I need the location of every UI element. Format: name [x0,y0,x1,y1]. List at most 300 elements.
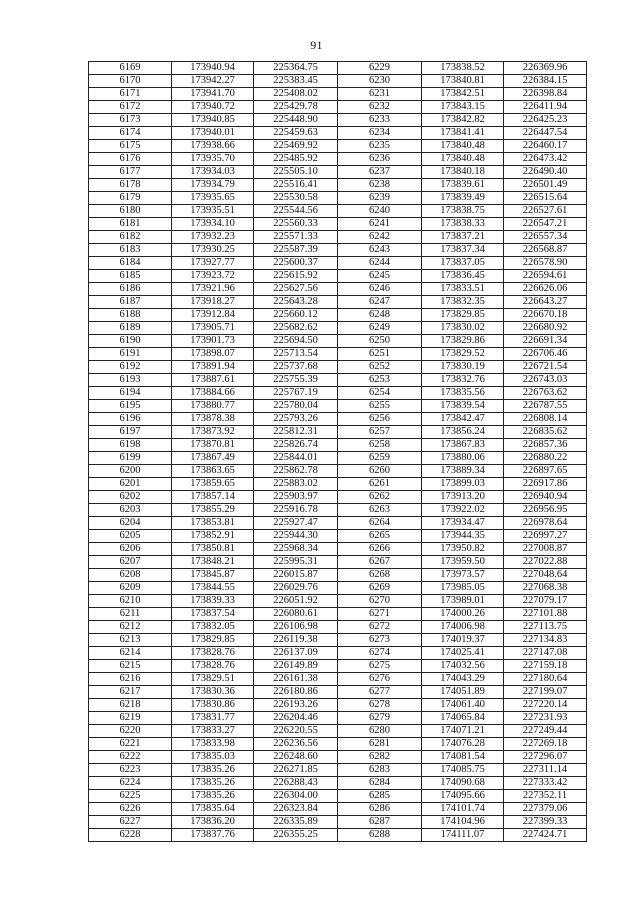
y-coordinate-cell: 225516.41 [254,179,338,192]
y-coordinate-cell: 226501.49 [504,179,587,192]
y-coordinate-cell: 225587.39 [254,244,338,257]
y-coordinate-cell: 226835.62 [504,426,587,439]
y-coordinate-cell: 225968.34 [254,543,338,556]
x-coordinate-cell: 173838.33 [422,218,504,231]
table-row [89,595,587,608]
table-row [89,179,587,192]
x-coordinate-cell: 173935.51 [172,205,254,218]
point-id-cell: 6253 [338,374,422,387]
point-id-cell: 6206 [89,543,172,556]
table-row [89,816,587,829]
point-id-cell: 6192 [89,361,172,374]
y-coordinate-cell: 225812.31 [254,426,338,439]
table-row [89,218,587,231]
point-id-cell: 6288 [338,829,422,842]
x-coordinate-cell: 173905.71 [172,322,254,335]
y-coordinate-cell: 225767.19 [254,387,338,400]
y-coordinate-cell: 226119.38 [254,634,338,647]
point-id-cell: 6265 [338,530,422,543]
point-id-cell: 6208 [89,569,172,582]
x-coordinate-cell: 173938.66 [172,140,254,153]
y-coordinate-cell: 226897.65 [504,465,587,478]
y-coordinate-cell: 226557.34 [504,231,587,244]
y-coordinate-cell: 225530.58 [254,192,338,205]
x-coordinate-cell: 173940.72 [172,101,254,114]
x-coordinate-cell: 174085.75 [422,764,504,777]
y-coordinate-cell: 226193.26 [254,699,338,712]
x-coordinate-cell: 174043.29 [422,673,504,686]
y-coordinate-cell: 226149.89 [254,660,338,673]
y-coordinate-cell: 227379.06 [504,803,587,816]
y-coordinate-cell: 226547.21 [504,218,587,231]
x-coordinate-cell: 173913.20 [422,491,504,504]
x-coordinate-cell: 174104.96 [422,816,504,829]
point-id-cell: 6212 [89,621,172,634]
x-coordinate-cell: 173839.61 [422,179,504,192]
point-id-cell: 6280 [338,725,422,738]
x-coordinate-cell: 173836.45 [422,270,504,283]
point-id-cell: 6193 [89,374,172,387]
point-id-cell: 6255 [338,400,422,413]
x-coordinate-cell: 173940.85 [172,114,254,127]
y-coordinate-cell: 226670.18 [504,309,587,322]
x-coordinate-cell: 173850.81 [172,543,254,556]
x-coordinate-cell: 173833.27 [172,725,254,738]
x-coordinate-cell: 174065.84 [422,712,504,725]
table-row [89,647,587,660]
x-coordinate-cell: 173855.29 [172,504,254,517]
y-coordinate-cell: 226515.64 [504,192,587,205]
x-coordinate-cell: 174071.21 [422,725,504,738]
x-coordinate-cell: 173840.48 [422,153,504,166]
x-coordinate-cell: 173852.91 [172,530,254,543]
x-coordinate-cell: 173857.14 [172,491,254,504]
y-coordinate-cell: 226594.61 [504,270,587,283]
x-coordinate-cell: 173837.05 [422,257,504,270]
point-id-cell: 6248 [338,309,422,322]
table-row [89,192,587,205]
table-row [89,374,587,387]
x-coordinate-cell: 174025.41 [422,647,504,660]
point-id-cell: 6172 [89,101,172,114]
y-coordinate-cell: 225615.92 [254,270,338,283]
point-id-cell: 6244 [338,257,422,270]
y-coordinate-cell: 226425.23 [504,114,587,127]
point-id-cell: 6240 [338,205,422,218]
y-coordinate-cell: 226220.55 [254,725,338,738]
x-coordinate-cell: 173985.05 [422,582,504,595]
y-coordinate-cell: 226180.86 [254,686,338,699]
y-coordinate-cell: 227008.87 [504,543,587,556]
table-row [89,166,587,179]
point-id-cell: 6186 [89,283,172,296]
point-id-cell: 6195 [89,400,172,413]
point-id-cell: 6177 [89,166,172,179]
y-coordinate-cell: 227269.18 [504,738,587,751]
table-row [89,530,587,543]
y-coordinate-cell: 226706.46 [504,348,587,361]
x-coordinate-cell: 173831.77 [172,712,254,725]
point-id-cell: 6187 [89,296,172,309]
point-id-cell: 6194 [89,387,172,400]
point-id-cell: 6281 [338,738,422,751]
point-id-cell: 6189 [89,322,172,335]
y-coordinate-cell: 227220.14 [504,699,587,712]
table-row [89,244,587,257]
y-coordinate-cell: 226398.84 [504,88,587,101]
y-coordinate-cell: 225916.78 [254,504,338,517]
x-coordinate-cell: 173989.01 [422,595,504,608]
y-coordinate-cell: 227424.71 [504,829,587,842]
y-coordinate-cell: 227147.08 [504,647,587,660]
y-coordinate-cell: 225793.26 [254,413,338,426]
x-coordinate-cell: 173836.20 [172,816,254,829]
point-id-cell: 6271 [338,608,422,621]
table-row [89,400,587,413]
y-coordinate-cell: 225505.10 [254,166,338,179]
table-row [89,777,587,790]
x-coordinate-cell: 173930.25 [172,244,254,257]
y-coordinate-cell: 225485.92 [254,153,338,166]
x-coordinate-cell: 173935.65 [172,192,254,205]
coordinates-table-body [89,62,587,842]
point-id-cell: 6239 [338,192,422,205]
y-coordinate-cell: 226763.62 [504,387,587,400]
table-row [89,75,587,88]
point-id-cell: 6226 [89,803,172,816]
point-id-cell: 6170 [89,75,172,88]
x-coordinate-cell: 173835.56 [422,387,504,400]
y-coordinate-cell: 226204.46 [254,712,338,725]
x-coordinate-cell: 173833.98 [172,738,254,751]
y-coordinate-cell: 227159.18 [504,660,587,673]
x-coordinate-cell: 173845.87 [172,569,254,582]
x-coordinate-cell: 173940.01 [172,127,254,140]
y-coordinate-cell: 226411.94 [504,101,587,114]
point-id-cell: 6263 [338,504,422,517]
y-coordinate-cell: 226568.87 [504,244,587,257]
y-coordinate-cell: 227352.11 [504,790,587,803]
table-row [89,296,587,309]
x-coordinate-cell: 173934.47 [422,517,504,530]
y-coordinate-cell: 225469.92 [254,140,338,153]
point-id-cell: 6274 [338,647,422,660]
y-coordinate-cell: 226323.84 [254,803,338,816]
point-id-cell: 6251 [338,348,422,361]
point-id-cell: 6234 [338,127,422,140]
y-coordinate-cell: 225571.33 [254,231,338,244]
y-coordinate-cell: 225826.74 [254,439,338,452]
y-coordinate-cell: 225780.04 [254,400,338,413]
y-coordinate-cell: 226978.64 [504,517,587,530]
y-coordinate-cell: 226137.09 [254,647,338,660]
point-id-cell: 6260 [338,465,422,478]
point-id-cell: 6223 [89,764,172,777]
table-row [89,764,587,777]
x-coordinate-cell: 173935.70 [172,153,254,166]
point-id-cell: 6283 [338,764,422,777]
table-row [89,543,587,556]
table-row [89,114,587,127]
point-id-cell: 6278 [338,699,422,712]
x-coordinate-cell: 173842.51 [422,88,504,101]
x-coordinate-cell: 173828.76 [172,647,254,660]
point-id-cell: 6232 [338,101,422,114]
point-id-cell: 6203 [89,504,172,517]
x-coordinate-cell: 173842.47 [422,413,504,426]
point-id-cell: 6231 [338,88,422,101]
x-coordinate-cell: 173832.35 [422,296,504,309]
x-coordinate-cell: 173934.79 [172,179,254,192]
y-coordinate-cell: 227296.07 [504,751,587,764]
y-coordinate-cell: 226578.90 [504,257,587,270]
table-row [89,582,587,595]
y-coordinate-cell: 226721.54 [504,361,587,374]
table-row [89,257,587,270]
y-coordinate-cell: 226080.61 [254,608,338,621]
x-coordinate-cell: 174076.28 [422,738,504,751]
x-coordinate-cell: 173887.61 [172,374,254,387]
table-row [89,205,587,218]
y-coordinate-cell: 226248.60 [254,751,338,764]
x-coordinate-cell: 173973.57 [422,569,504,582]
point-id-cell: 6215 [89,660,172,673]
point-id-cell: 6217 [89,686,172,699]
x-coordinate-cell: 173837.21 [422,231,504,244]
x-coordinate-cell: 173830.86 [172,699,254,712]
point-id-cell: 6276 [338,673,422,686]
table-row [89,803,587,816]
x-coordinate-cell: 174095.66 [422,790,504,803]
point-id-cell: 6261 [338,478,422,491]
point-id-cell: 6238 [338,179,422,192]
x-coordinate-cell: 173837.76 [172,829,254,842]
y-coordinate-cell: 226490.40 [504,166,587,179]
point-id-cell: 6178 [89,179,172,192]
table-row [89,517,587,530]
y-coordinate-cell: 226880.22 [504,452,587,465]
y-coordinate-cell: 227068.38 [504,582,587,595]
table-row [89,465,587,478]
point-id-cell: 6273 [338,634,422,647]
point-id-cell: 6200 [89,465,172,478]
y-coordinate-cell: 226997.27 [504,530,587,543]
x-coordinate-cell: 173880.06 [422,452,504,465]
y-coordinate-cell: 227333.42 [504,777,587,790]
table-row [89,231,587,244]
y-coordinate-cell: 226369.96 [504,62,587,75]
x-coordinate-cell: 173923.72 [172,270,254,283]
x-coordinate-cell: 173835.26 [172,764,254,777]
point-id-cell: 6249 [338,322,422,335]
x-coordinate-cell: 173921.96 [172,283,254,296]
point-id-cell: 6201 [89,478,172,491]
table-row [89,413,587,426]
table-row [89,491,587,504]
point-id-cell: 6245 [338,270,422,283]
table-row [89,140,587,153]
table-row [89,127,587,140]
point-id-cell: 6246 [338,283,422,296]
x-coordinate-cell: 173901.73 [172,335,254,348]
table-row [89,660,587,673]
point-id-cell: 6258 [338,439,422,452]
table-row [89,426,587,439]
x-coordinate-cell: 173878.38 [172,413,254,426]
x-coordinate-cell: 173839.54 [422,400,504,413]
point-id-cell: 6247 [338,296,422,309]
y-coordinate-cell: 226051.92 [254,595,338,608]
x-coordinate-cell: 174051.89 [422,686,504,699]
table-row [89,452,587,465]
table-row [89,62,587,75]
point-id-cell: 6233 [338,114,422,127]
y-coordinate-cell: 227113.75 [504,621,587,634]
x-coordinate-cell: 173832.05 [172,621,254,634]
point-id-cell: 6185 [89,270,172,283]
y-coordinate-cell: 226161.38 [254,673,338,686]
x-coordinate-cell: 173839.33 [172,595,254,608]
y-coordinate-cell: 226015.87 [254,569,338,582]
point-id-cell: 6229 [338,62,422,75]
point-id-cell: 6242 [338,231,422,244]
y-coordinate-cell: 225448.90 [254,114,338,127]
y-coordinate-cell: 226335.89 [254,816,338,829]
point-id-cell: 6235 [338,140,422,153]
x-coordinate-cell: 173829.86 [422,335,504,348]
x-coordinate-cell: 173833.51 [422,283,504,296]
table-row [89,790,587,803]
x-coordinate-cell: 173873.92 [172,426,254,439]
point-id-cell: 6173 [89,114,172,127]
table-row [89,88,587,101]
x-coordinate-cell: 173830.02 [422,322,504,335]
y-coordinate-cell: 225560.33 [254,218,338,231]
x-coordinate-cell: 173829.52 [422,348,504,361]
x-coordinate-cell: 173880.77 [172,400,254,413]
x-coordinate-cell: 173830.36 [172,686,254,699]
y-coordinate-cell: 225459.63 [254,127,338,140]
y-coordinate-cell: 227249.44 [504,725,587,738]
point-id-cell: 6268 [338,569,422,582]
x-coordinate-cell: 174061.40 [422,699,504,712]
x-coordinate-cell: 173853.81 [172,517,254,530]
x-coordinate-cell: 173889.34 [422,465,504,478]
x-coordinate-cell: 173934.10 [172,218,254,231]
x-coordinate-cell: 173835.26 [172,790,254,803]
x-coordinate-cell: 173934.03 [172,166,254,179]
table-row [89,504,587,517]
table-row [89,699,587,712]
x-coordinate-cell: 173941.70 [172,88,254,101]
point-id-cell: 6216 [89,673,172,686]
y-coordinate-cell: 226743.03 [504,374,587,387]
x-coordinate-cell: 173940.94 [172,62,254,75]
y-coordinate-cell: 225883.02 [254,478,338,491]
y-coordinate-cell: 227134.83 [504,634,587,647]
y-coordinate-cell: 225429.78 [254,101,338,114]
y-coordinate-cell: 226029.76 [254,582,338,595]
point-id-cell: 6169 [89,62,172,75]
y-coordinate-cell: 226691.34 [504,335,587,348]
point-id-cell: 6250 [338,335,422,348]
x-coordinate-cell: 173840.48 [422,140,504,153]
x-coordinate-cell: 173843.15 [422,101,504,114]
table-row [89,569,587,582]
table-row [89,387,587,400]
point-id-cell: 6181 [89,218,172,231]
x-coordinate-cell: 173912.84 [172,309,254,322]
y-coordinate-cell: 225903.97 [254,491,338,504]
point-id-cell: 6183 [89,244,172,257]
coordinates-table [88,61,587,842]
table-row [89,270,587,283]
y-coordinate-cell: 226527.61 [504,205,587,218]
point-id-cell: 6227 [89,816,172,829]
x-coordinate-cell: 173899.03 [422,478,504,491]
point-id-cell: 6207 [89,556,172,569]
x-coordinate-cell: 173867.83 [422,439,504,452]
x-coordinate-cell: 173944.35 [422,530,504,543]
point-id-cell: 6241 [338,218,422,231]
y-coordinate-cell: 225944.30 [254,530,338,543]
x-coordinate-cell: 173829.51 [172,673,254,686]
x-coordinate-cell: 173870.81 [172,439,254,452]
point-id-cell: 6213 [89,634,172,647]
x-coordinate-cell: 173838.52 [422,62,504,75]
y-coordinate-cell: 226447.54 [504,127,587,140]
x-coordinate-cell: 173837.34 [422,244,504,257]
y-coordinate-cell: 226236.56 [254,738,338,751]
table-row [89,686,587,699]
point-id-cell: 6199 [89,452,172,465]
y-coordinate-cell: 225364.75 [254,62,338,75]
y-coordinate-cell: 225408.02 [254,88,338,101]
y-coordinate-cell: 225862.78 [254,465,338,478]
x-coordinate-cell: 173840.81 [422,75,504,88]
x-coordinate-cell: 173856.24 [422,426,504,439]
table-row [89,283,587,296]
point-id-cell: 6184 [89,257,172,270]
table-row [89,361,587,374]
point-id-cell: 6211 [89,608,172,621]
point-id-cell: 6191 [89,348,172,361]
x-coordinate-cell: 173841.41 [422,127,504,140]
point-id-cell: 6279 [338,712,422,725]
x-coordinate-cell: 173859.65 [172,478,254,491]
point-id-cell: 6176 [89,153,172,166]
x-coordinate-cell: 173844.55 [172,582,254,595]
x-coordinate-cell: 173835.03 [172,751,254,764]
point-id-cell: 6285 [338,790,422,803]
x-coordinate-cell: 173959.50 [422,556,504,569]
x-coordinate-cell: 173884.66 [172,387,254,400]
x-coordinate-cell: 173942.27 [172,75,254,88]
y-coordinate-cell: 227399.33 [504,816,587,829]
x-coordinate-cell: 173950.82 [422,543,504,556]
y-coordinate-cell: 225713.54 [254,348,338,361]
point-id-cell: 6222 [89,751,172,764]
y-coordinate-cell: 227231.93 [504,712,587,725]
y-coordinate-cell: 227199.07 [504,686,587,699]
y-coordinate-cell: 226384.15 [504,75,587,88]
point-id-cell: 6269 [338,582,422,595]
y-coordinate-cell: 225927.47 [254,517,338,530]
x-coordinate-cell: 173922.02 [422,504,504,517]
y-coordinate-cell: 225544.56 [254,205,338,218]
x-coordinate-cell: 173842.82 [422,114,504,127]
point-id-cell: 6179 [89,192,172,205]
